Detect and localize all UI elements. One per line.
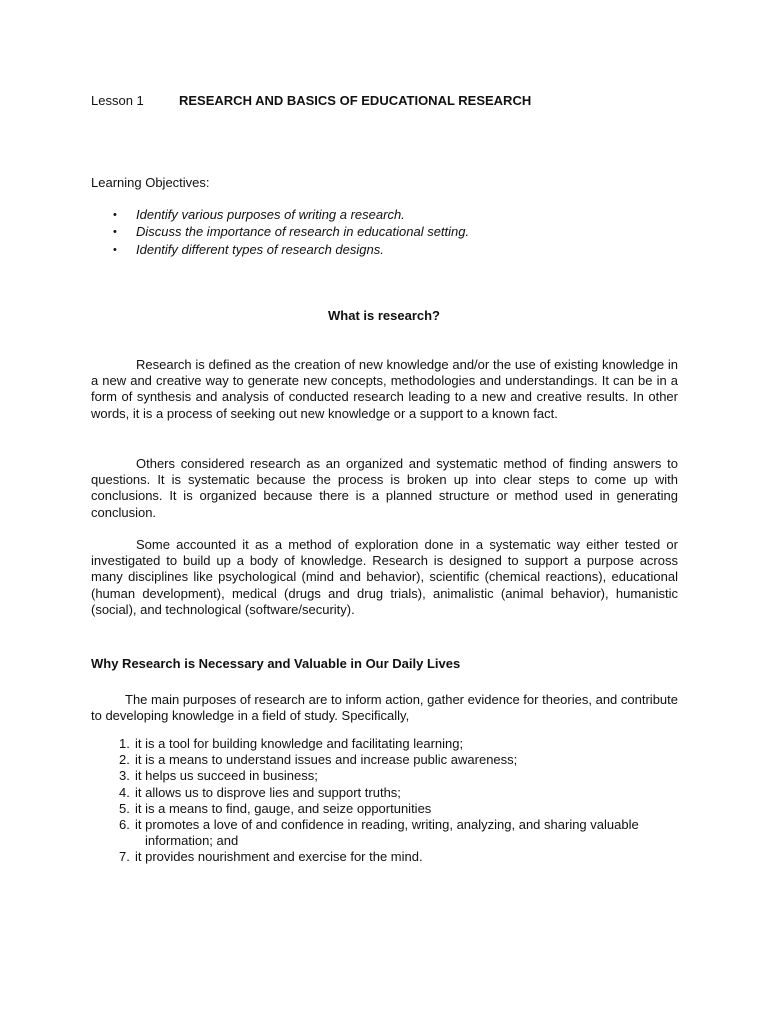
reason-text: it promotes a love of and confidence in reading, writing, analyzing, and sharing valuable xyxy=(135,817,639,833)
objective-text: Identify various purposes of writing a research. xyxy=(136,207,405,222)
objective-item xyxy=(91,224,469,241)
reason-text: it is a means to understand issues and increase public awareness; xyxy=(135,752,518,768)
objective-item xyxy=(91,242,469,259)
reason-text: it is a means to find, gauge, and seize opportunities xyxy=(135,800,432,816)
paragraph-purposes xyxy=(91,692,678,724)
reason-item xyxy=(119,752,679,768)
paragraph-text: The main purposes of research are to inform action, gather evidence for theories, and contribute to developing knowledge in a field of study. Specifically, xyxy=(91,692,678,724)
objective-text: Identify different types of research designs. xyxy=(136,241,384,257)
bullet-icon: • xyxy=(113,226,117,239)
reason-number: 6. xyxy=(119,817,130,833)
reason-number: 3. xyxy=(119,768,130,784)
reason-item xyxy=(119,849,679,865)
reason-number: 4. xyxy=(119,784,130,800)
reason-item xyxy=(119,785,679,801)
reason-text: it provides nourishment and exercise for the mind. xyxy=(135,849,423,865)
paragraph-systematic xyxy=(91,456,678,521)
objectives-heading: Learning Objectives: xyxy=(91,175,210,190)
objectives-list xyxy=(91,207,469,259)
bullet-icon: • xyxy=(113,209,117,221)
reason-number: 1. xyxy=(119,736,130,751)
paragraph-text: Research is defined as the creation of new knowledge and/or the use of existing knowledge in a new and creative way to generate new concepts, methodologies and understandings. It can be in a form of synthesis and analysis of conducted research leading to a new and creative results. In other words, it is a process of seeking out new knowledge or a support to a known fact. xyxy=(91,357,678,421)
section-title-why-research: Why Research is Necessary and Valuable in Our Daily Lives xyxy=(91,656,461,671)
section-title-what-is-research: What is research? xyxy=(328,308,440,323)
lesson-header xyxy=(91,93,531,109)
reason-text: it helps us succeed in business; xyxy=(135,768,318,784)
reason-item xyxy=(119,736,679,752)
paragraph-text: Others considered research as an organized and systematic method of finding answers to questions. It is systematic because the process is broken up into clear steps to come up with conclusions. It is organized because there is a planned structure or method used in generating conclusion. xyxy=(91,456,678,520)
reason-number: 7. xyxy=(119,849,130,865)
reason-item xyxy=(119,817,679,849)
paragraph-text: Some accounted it as a method of exploration done in a systematic way either tested or investigated to build up a body of knowledge. Research is designed to support a purpose across many disciplines like psychological (mind and behavior), scientific (chemical reactions), educational (human development), medical (drugs and drug trials), animalistic (animal behavior), humanistic (social), and technological (software/security). xyxy=(91,537,678,617)
lesson-number: Lesson 1 xyxy=(91,93,144,108)
objective-text: Discuss the importance of research in educational setting. xyxy=(136,224,470,240)
reason-item xyxy=(119,768,679,784)
reason-text: it is a tool for building knowledge and facilitating learning; xyxy=(135,736,464,751)
reason-number: 2. xyxy=(119,752,130,768)
reason-text-continuation: information; and xyxy=(145,833,239,849)
reason-item xyxy=(119,801,679,817)
paragraph-definition xyxy=(91,357,678,422)
reasons-list xyxy=(119,736,679,866)
objective-item xyxy=(91,207,469,224)
lesson-title: RESEARCH AND BASICS OF EDUCATIONAL RESEARCH xyxy=(179,93,532,108)
paragraph-exploration xyxy=(91,537,678,618)
bullet-icon: • xyxy=(113,243,117,256)
reason-number: 5. xyxy=(119,800,130,816)
reason-text: it allows us to disprove lies and support truths; xyxy=(135,784,401,800)
